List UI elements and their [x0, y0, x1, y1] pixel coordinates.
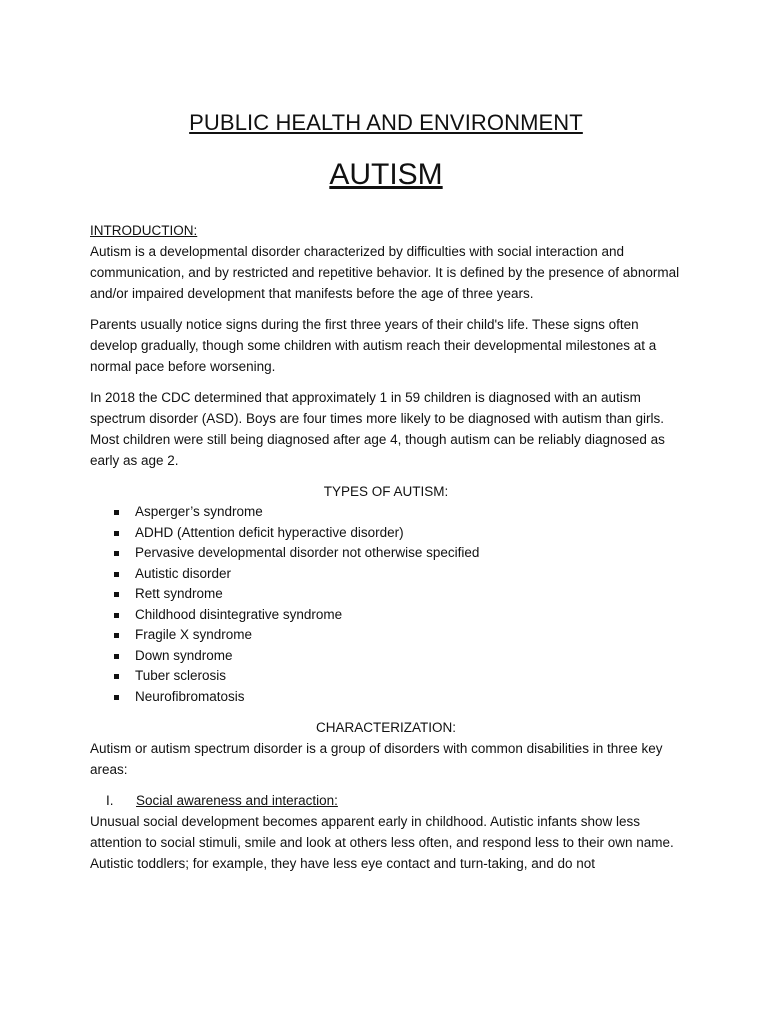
subsection-paragraph: Unusual social development becomes apparent early in childhood. Autistic infants show less attention to social stimuli, smile and look at others less often, and respond less to their own name. Autistic toddlers; for example, they have less eye contact and turn-taking, and do not: [90, 814, 674, 871]
document-body: [90, 110, 682, 884]
list-item-text: Neurofibromatosis: [135, 688, 245, 704]
square-bullet-icon: [114, 510, 119, 515]
introduction-paragraph: Autism is a developmental disorder characterized by difficulties with social interaction and communication, and by restricted and repetitive behavior. It is defined by the presence of abnormal and/or impaired development that manifests before the age of three years.: [90, 244, 680, 301]
square-bullet-icon: [114, 695, 119, 700]
characterization-heading: CHARACTERIZATION:: [315, 720, 456, 735]
list-item: [114, 584, 682, 605]
square-bullet-icon: [114, 654, 119, 659]
list-item-text: Fragile X syndrome: [135, 627, 253, 642]
list-item-text: Childhood disintegrative syndrome: [135, 606, 343, 622]
list-item: [114, 666, 682, 687]
square-bullet-icon: [114, 572, 119, 577]
list-item: [114, 646, 682, 667]
list-item-text: Tuber sclerosis: [135, 668, 227, 683]
square-bullet-icon: [114, 613, 119, 618]
list-item: [114, 625, 682, 646]
square-bullet-icon: [114, 674, 119, 679]
introduction-heading: INTRODUCTION:: [90, 223, 198, 238]
introduction-paragraph: Parents usually notice signs during the first three years of their child's life. These signs often develop gradually, though some children with autism reach their developmental milestones at a normal pace before worsening.: [90, 317, 657, 374]
characterization-intro: Autism or autism spectrum disorder is a group of disorders with common disabilities in three key areas:: [90, 741, 663, 777]
list-item-text: Down syndrome: [135, 647, 233, 663]
list-item-text: Pervasive developmental disorder not otherwise specified: [135, 545, 480, 560]
subsection-number: I.: [106, 793, 114, 808]
list-item: [114, 523, 682, 544]
document-title: PUBLIC HEALTH AND ENVIRONMENT: [189, 110, 583, 135]
list-item-text: Rett syndrome: [135, 586, 223, 601]
list-item: [114, 605, 682, 626]
list-item: [114, 502, 682, 523]
introduction-paragraph: In 2018 the CDC determined that approximately 1 in 59 children is diagnosed with an autism spectrum disorder (ASD). Boys are four times more likely to be diagnosed with autism than girls. Most children were still being diagnosed after age 4, though autism can be reliably diagnosed as early as age 2.: [90, 390, 665, 468]
types-heading: TYPES OF AUTISM:: [323, 484, 449, 499]
types-list: [90, 502, 682, 707]
document-subtitle: AUTISM: [329, 158, 443, 191]
square-bullet-icon: [114, 633, 119, 638]
subsection-label: Social awareness and interaction:: [136, 793, 338, 808]
square-bullet-icon: [114, 592, 119, 597]
list-item: [114, 543, 682, 564]
list-item-text: ADHD (Attention deficit hyperactive disorder): [135, 524, 404, 540]
list-item-text: Autistic disorder: [135, 565, 232, 581]
list-item: [114, 564, 682, 585]
subsection-heading: [90, 790, 682, 811]
list-item-text: Asperger’s syndrome: [135, 504, 263, 519]
list-item: [114, 687, 682, 708]
square-bullet-icon: [114, 531, 119, 536]
square-bullet-icon: [114, 551, 119, 556]
